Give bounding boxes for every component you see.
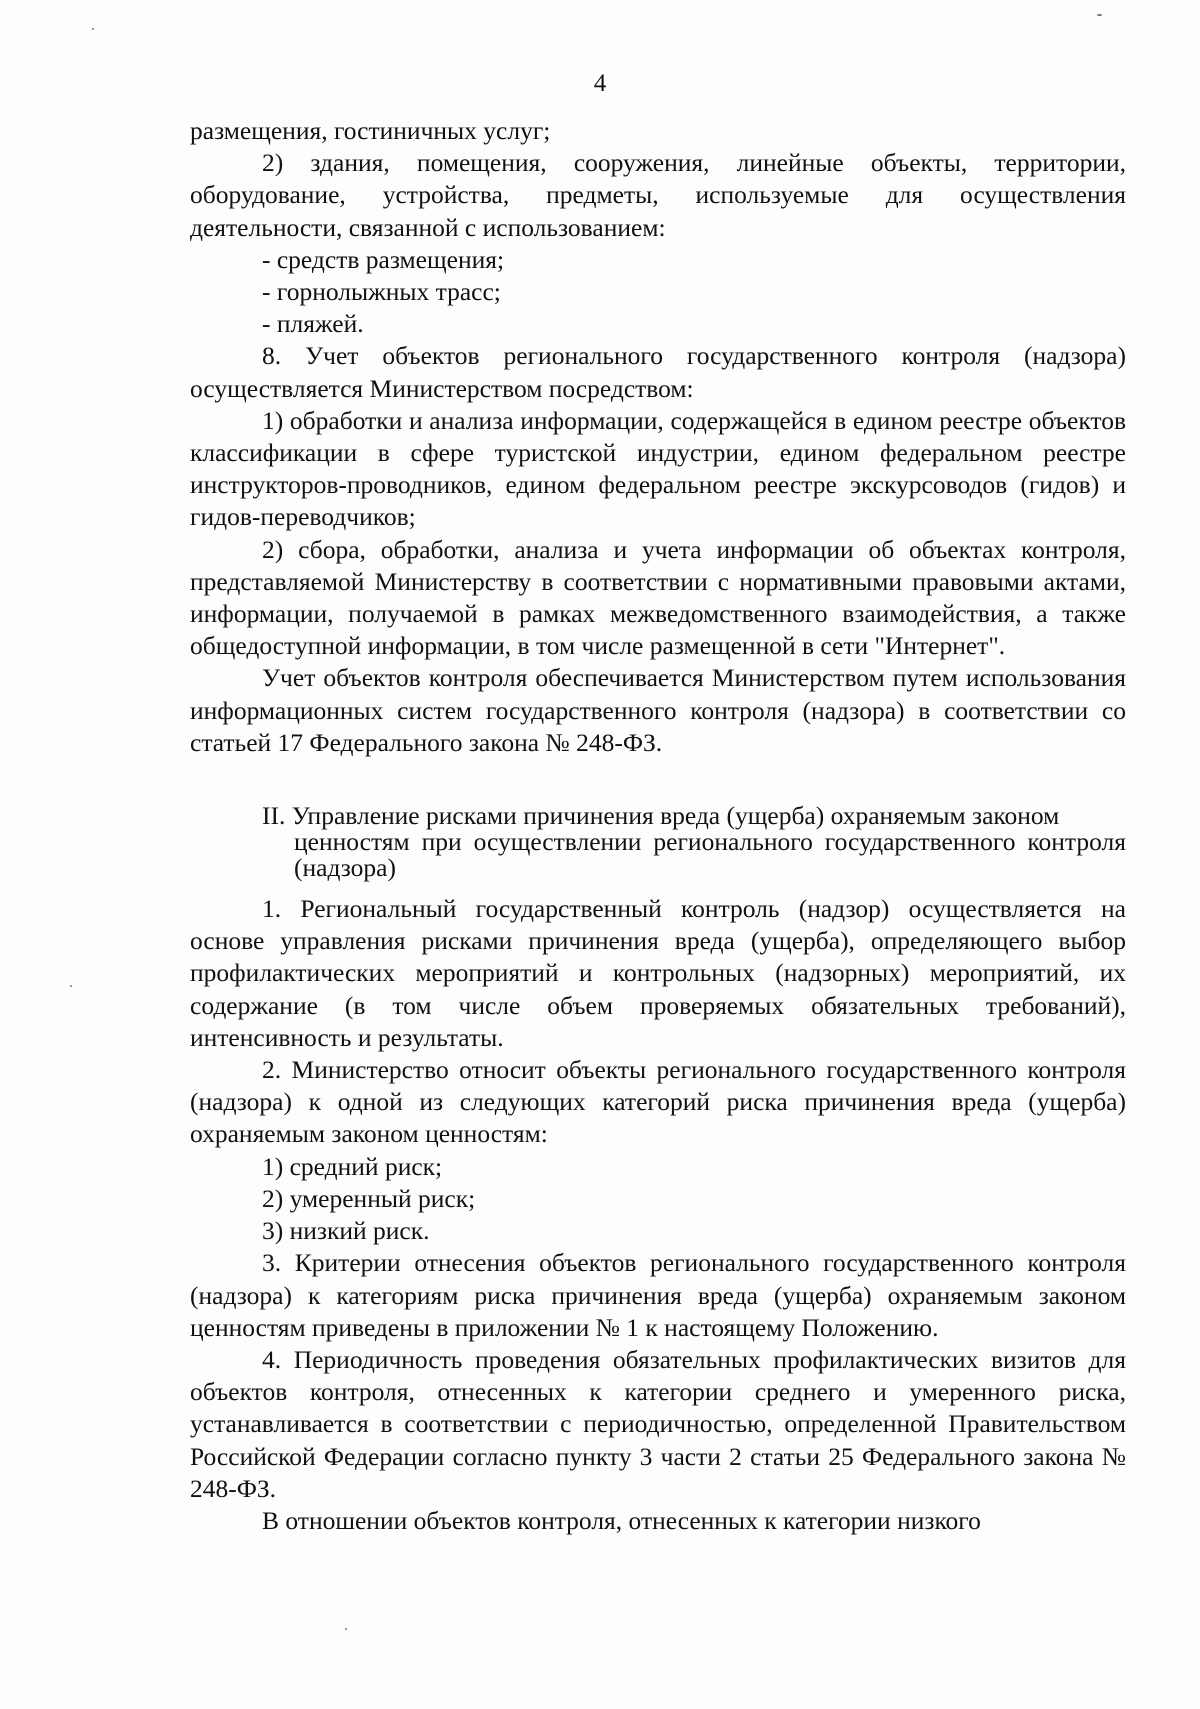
document-body xyxy=(190,115,1126,1537)
paragraph: 3) низкий риск. xyxy=(262,1216,430,1246)
paragraph: 2) умеренный риск; xyxy=(262,1183,476,1213)
scan-speck xyxy=(92,28,94,30)
paragraph: 2) сбора, обработки, анализа и учета информации об объектах контроля, представляемой Министерству в соответствии с нормативными правовыми актами, информации, получаемой в рамках межведомственного взаимодействия, а также общедоступной информации, в том числе размещенной в сети "Интернет". xyxy=(190,534,1126,661)
paragraph: Учет объектов контроля обеспечивается Министерством путем использования информационных систем государственного контроля (надзора) в соответствии со статьей 17 Федерального закона № 248-ФЗ. xyxy=(190,663,1126,757)
section-heading-first-line: II. Управление рисками причинения вреда (ущерба) охраняемым законом xyxy=(262,801,1060,831)
paragraph: - горнолыжных трасс; xyxy=(262,277,501,307)
paragraph: 3. Критерии отнесения объектов регионального государственного контроля (надзора) к категориям риска причинения вреда (ущерба) охраняемым законом ценностям приведены в приложении № 1 к настоящему Положению. xyxy=(190,1248,1126,1342)
scan-speck xyxy=(345,1628,347,1630)
paragraph: 1) средний риск; xyxy=(262,1151,443,1181)
bottom-paragraphs xyxy=(190,893,1126,1537)
paragraph: 1. Региональный государственный контроль (надзор) осуществляется на основе управления рисками причинения вреда (ущерба), определяющего выбор профилактических мероприятий и контрольных (надзорных) мероприятий, их содержание (в том числе объем проверяемых обязательных требований), интенсивность и результаты. xyxy=(190,894,1126,1052)
page-number: 4 xyxy=(593,70,607,97)
top-paragraphs xyxy=(190,115,1126,759)
scan-speck xyxy=(70,985,72,987)
scan-speck xyxy=(1097,14,1102,16)
paragraph: 2) здания, помещения, сооружения, линейные объекты, территории, оборудование, устройства, предметы, используемые для осуществления деятельности, связанной с использованием: xyxy=(190,148,1126,242)
paragraph: 4. Периодичность проведения обязательных профилактических визитов для объектов контроля, отнесенных к категории среднего и умеренного риска, устанавливается в соответствии с периодичностью, определенной Правительством Российской Федерации согласно пункту 3 части 2 статьи 25 Федерального закона № 248-ФЗ. xyxy=(190,1344,1126,1503)
section-heading xyxy=(262,803,1126,881)
section-heading-continuation: ценностям при осуществлении регионального государственного контроля (надзора) xyxy=(294,827,1126,883)
paragraph: 1) обработки и анализа информации, содержащейся в едином реестре объектов классификации в сфере туристской индустрии, едином федеральном реестре инструкторов-проводников, едином федеральном реестре экскурсоводов (гидов) и гидов-переводчиков; xyxy=(190,405,1126,532)
paragraph: В отношении объектов контроля, отнесенных к категории низкого xyxy=(262,1505,981,1535)
paragraph: - пляжей. xyxy=(262,309,364,339)
paragraph: размещения, гостиничных услуг; xyxy=(190,116,551,145)
paragraph: - средств размещения; xyxy=(262,244,505,274)
paragraph: 2. Министерство относит объекты регионального государственного контроля (надзора) к одной из следующих категорий риска причинения вреда (ущерба) охраняемым законом ценностям: xyxy=(190,1055,1126,1149)
paragraph: 8. Учет объектов регионального государственного контроля (надзора) осуществляется Министерством посредством: xyxy=(190,341,1126,403)
